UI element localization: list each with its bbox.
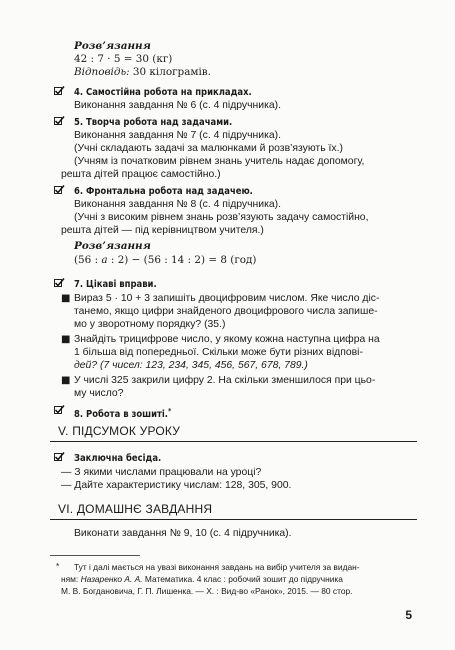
footnote-line: ням: Назаренко А. А. Математика. 4 клас : робочий зошит до підручника (61, 574, 343, 584)
footnote-line: М. В. Богдановича, Г. П. Лишенка. — Х. : Вид-во «Ранок», 2015. — 80 стор. (61, 586, 353, 596)
bullet-1-line: танемо, якщо цифри знайденого двоцифрового числа запише- (74, 306, 378, 317)
bullet-dot: ■ (61, 293, 71, 304)
bullet-dot: ■ (61, 334, 71, 345)
bullet-1-line: Вираз 5 · 10 + 3 запишіть двоцифровим числом. Яке число діс- (74, 293, 380, 304)
item-5-line: (Учням із початковим рівнем знань учитель надає допомогу, (74, 156, 365, 167)
checkbox-icon (54, 279, 62, 287)
item-8-title: 8. Робота в зошиті.* (74, 407, 172, 421)
item-4-text: Виконання завдання № 6 (с. 4 підручника). (74, 100, 281, 111)
footnote-mark: * (56, 561, 60, 571)
bullet-2-line: дей? (7 чисел: 123, 234, 345, 456, 567, 678, 789.) (74, 360, 308, 371)
item-5-title: 5. Творча робота над задачами. (74, 117, 233, 128)
bullet-1-line: мо у зворотному порядку? (35.) (74, 319, 226, 330)
bullet-dot: ■ (61, 375, 71, 386)
checkbox-icon (54, 186, 62, 194)
item-6-solution-label: Розв’язання (74, 240, 151, 252)
bullet-2-line: 1 більша від попередньої. Скільки може бути різних відпові- (74, 347, 363, 358)
item-6-expression: (56 : а : 2) − (56 : 14 : 2) = 8 (год) (74, 254, 257, 266)
item-5-line: (Учні складають задачі за малюнками й розв’язують їх.) (74, 143, 343, 154)
answer-value: 30 кілограмів. (129, 66, 211, 78)
solution-label: Розв’язання (74, 40, 151, 52)
answer-line (74, 66, 211, 79)
section-v-heading: V. ПІДСУМОК УРОКУ (50, 424, 417, 442)
footnote-rule (50, 555, 140, 556)
bullet-2-line: Знайдіть трицифрове число, у якому кожна наступна цифра на (74, 334, 380, 345)
item-6-line: (Учні з високим рівнем знань розв’язують задачу самостійно, (74, 212, 369, 223)
item-5-line: Виконання завдання № 7 (с. 4 підручника). (74, 130, 281, 141)
footnote-line: Тут і далі мається на увазі виконання завдань на вибір учителя за видан- (74, 562, 360, 572)
checkbox-icon (54, 406, 62, 414)
page-number: 5 (405, 608, 412, 622)
checkbox-icon (54, 87, 62, 95)
conclusion-question: — Дайте характеристику числам: 128, 305, 900. (61, 480, 292, 491)
conclusion-title: Заключна бесіда. (74, 453, 162, 464)
item-6-line: решта дітей — під керівництвом учителя.) (61, 225, 264, 236)
bullet-3-line: му число? (74, 388, 124, 399)
item-6-title: 6. Фронтальна робота над задачею. (74, 186, 253, 197)
item-7-title: 7. Цікаві вправи. (74, 279, 157, 290)
section-vi-heading: VI. ДОМАШНЄ ЗАВДАННЯ (50, 502, 417, 520)
conclusion-question: — З якими числами працювали на уроці? (61, 467, 262, 478)
checkbox-icon (54, 453, 62, 461)
checkbox-icon (54, 117, 62, 125)
item-5-line: решта дітей працює самостійно.) (61, 169, 221, 180)
item-6-line: Виконання завдання № 8 (с. 4 підручника). (74, 199, 281, 210)
answer-label: Відповідь: (74, 66, 130, 78)
homework-text: Виконати завдання № 9, 10 (с. 4 підручника). (74, 528, 292, 539)
solution-expression: 42 : 7 · 5 = 30 (кг) (74, 53, 173, 65)
bullet-3-line: У числі 325 закрили цифру 2. На скільки зменшилося при цьо- (74, 375, 376, 386)
item-4-title: 4. Самостійна робота на прикладах. (74, 87, 252, 98)
